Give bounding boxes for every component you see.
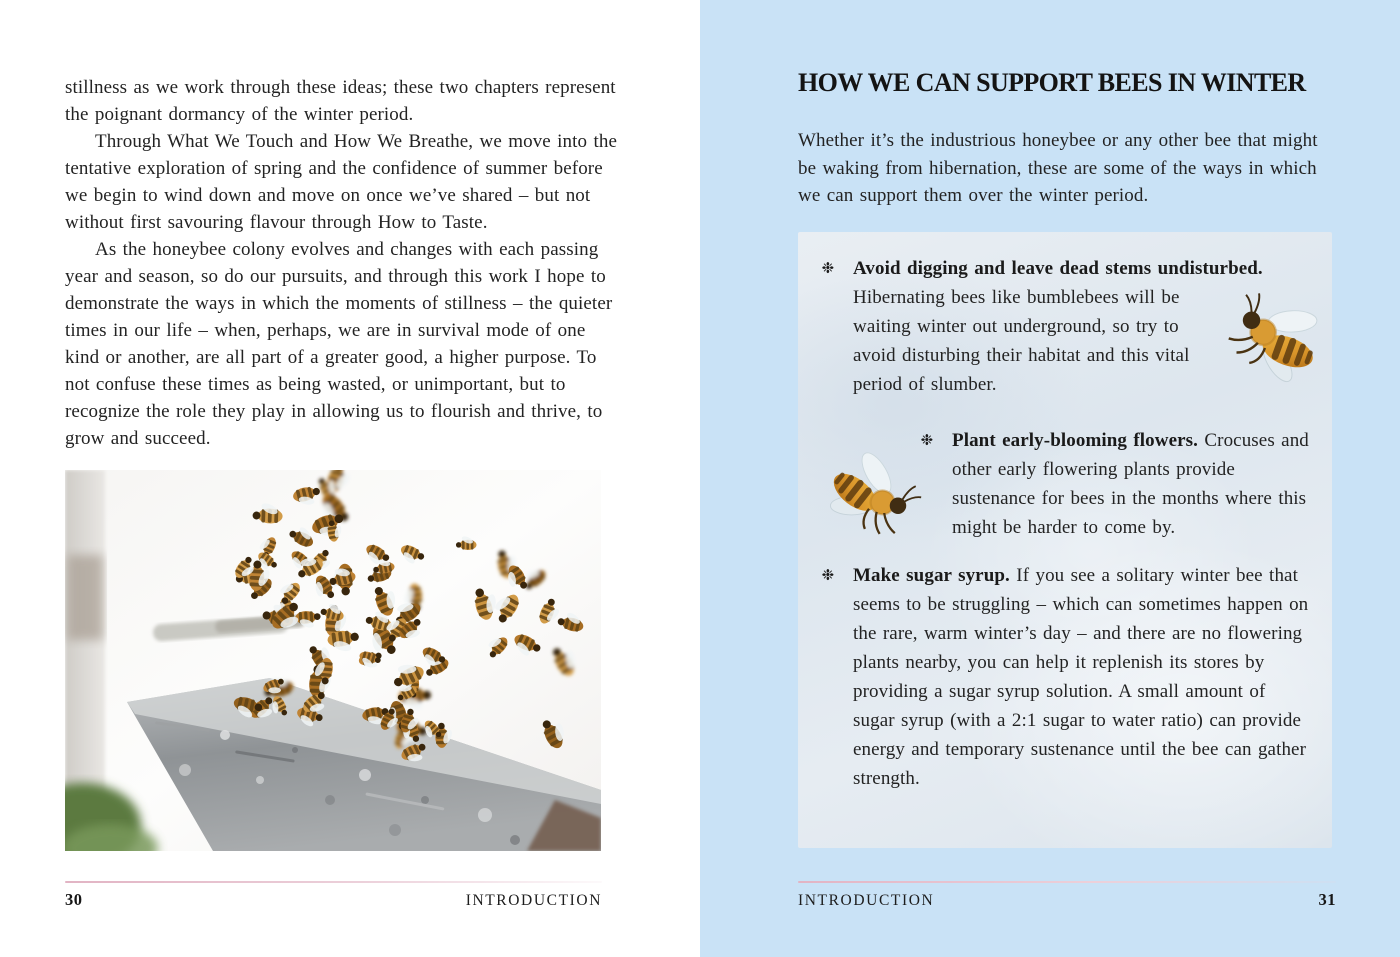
snowflake-bullet-icon: ❉ xyxy=(821,566,835,584)
footer-rule xyxy=(798,881,1336,883)
right-page-footer xyxy=(798,881,1336,910)
intro-paragraph: Whether it’s the industrious honeybee or any other bee that might be waking from hibernation, these are some of the ways in which we can support them over the winter period. xyxy=(798,130,1318,206)
tip-lead: Plant early-blooming flowers. xyxy=(952,430,1199,451)
footer-rule xyxy=(65,881,602,883)
winter-tips-card xyxy=(798,232,1332,848)
tip-sugar-syrup xyxy=(798,542,1332,793)
page-number: 31 xyxy=(1318,890,1336,909)
honeybee-illustration xyxy=(1205,254,1313,406)
tip-text xyxy=(853,254,1313,406)
page-number: 30 xyxy=(65,890,83,909)
honeybee-illustration xyxy=(808,444,940,559)
left-page-footer xyxy=(65,881,602,910)
page-title: HOW WE CAN SUPPORT BEES IN WINTER xyxy=(798,68,1306,97)
tip-text xyxy=(853,561,1313,793)
right-page xyxy=(700,0,1400,957)
honeybee-colony-photo-svg xyxy=(65,470,601,851)
tip-detail: Hibernating bees like bumblebees will be waiting winter out underground, so try to avoid disturbing their habitat and this vital period of slumber. xyxy=(853,287,1190,395)
section-label: INTRODUCTION xyxy=(798,892,935,909)
paragraph: Through What We Touch and How We Breathe, we move into the tentative exploration of spring and the confidence of summer before we begin to wind down and move on once we’ve shared – but not without first savouring flavour through How to Taste. xyxy=(65,131,617,233)
tip-detail: If you see a solitary winter bee that seems to be struggling – which can sometimes happen on the rare, warm winter’s day – and there are no flowering plants nearby, you can help it replenish its stores by providing a sugar syrup solution. A small amount of sugar syrup (with a 2:1 sugar to water ratio) can provide energy and temporary sustenance until the bee can gather strength. xyxy=(853,565,1309,789)
paragraph: As the honeybee colony evolves and changes with each passing year and season, so do our pursuits, and through this work I hope to demonstrate the ways in which the moments of stillness – the quieter times in our life – when, perhaps, we are in survival mode of one kind or another, are all part of a greater good, a higher purpose. To not confuse these times as being wasted, or unimportant, but to recognize the role they play in allowing us to flourish and thrive, to grow and succeed. xyxy=(65,239,613,449)
section-label: INTRODUCTION xyxy=(465,892,602,909)
left-page-body-text xyxy=(65,74,617,452)
tip-lead: Make sugar syrup. xyxy=(853,565,1010,586)
paragraph: stillness as we work through these ideas; these two chapters represent the poignant dormancy of the winter period. xyxy=(65,77,616,125)
tip-detail: Crocuses and other early flowering plants provide sustenance for bees in the months where this might be harder to come by. xyxy=(952,430,1309,538)
snowflake-bullet-icon: ❉ xyxy=(821,259,835,277)
tip-text xyxy=(952,426,1313,542)
tip-avoid-digging xyxy=(798,232,1332,406)
tip-lead: Avoid digging and leave dead stems undisturbed. xyxy=(853,258,1263,279)
honeybee-colony-photo xyxy=(65,470,601,851)
snowflake-bullet-icon: ❉ xyxy=(920,431,934,449)
